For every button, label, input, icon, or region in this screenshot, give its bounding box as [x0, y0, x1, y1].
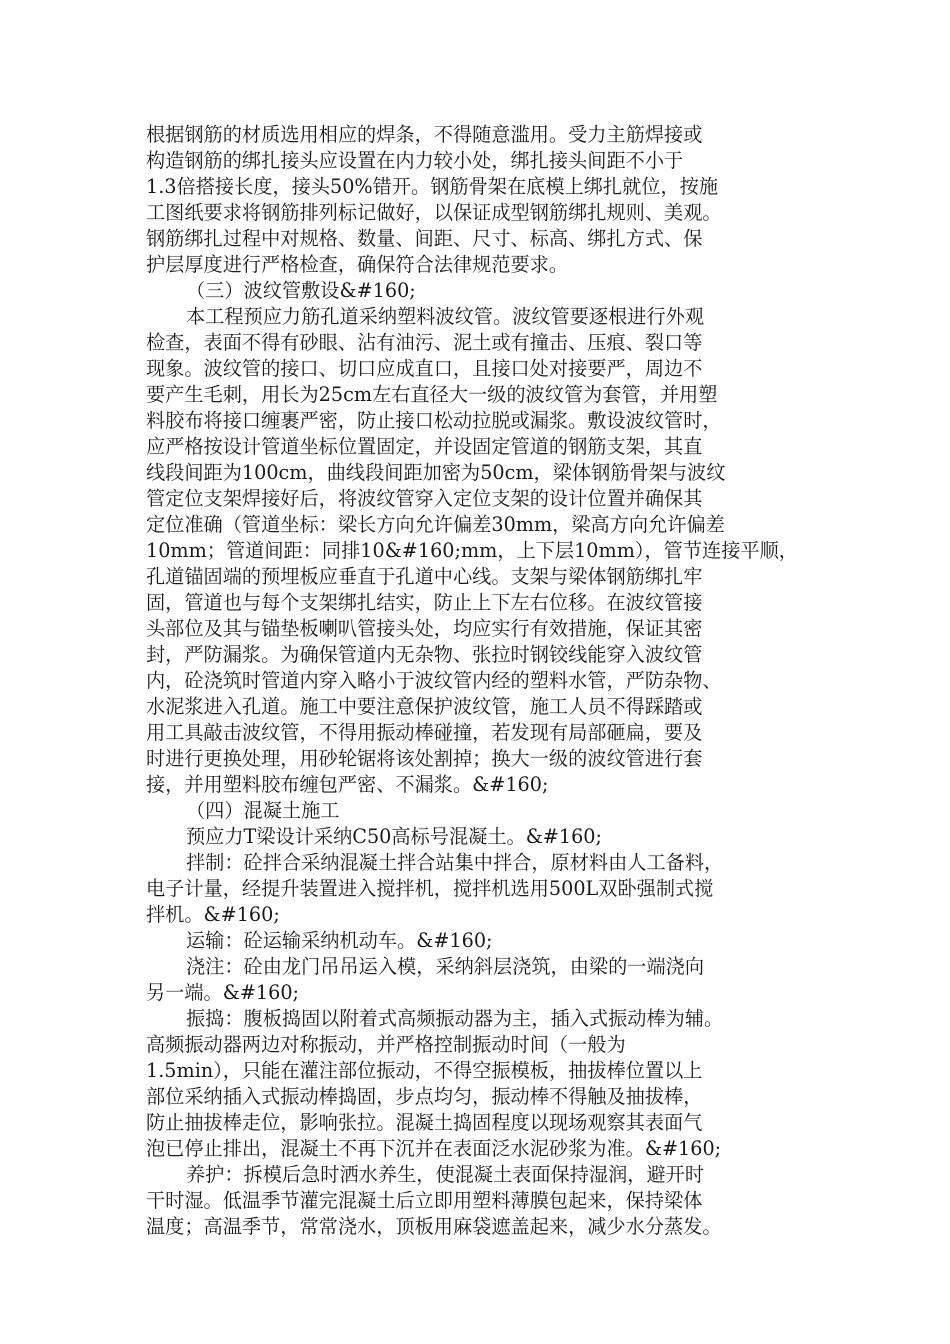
- text-line: 定位准确（管道坐标：梁长方向允许偏差30mm，梁高方向允许偏差: [146, 513, 725, 536]
- text-line: 10mm；管道间距：同排10&#160;mm，上下层10mm），管节连接平顺，: [146, 539, 798, 562]
- text-line: 部位采纳插入式振动棒捣固，步点均匀，振动棒不得触及抽拔棒，: [146, 1085, 703, 1108]
- text-line: 拌机。&#160;: [146, 903, 280, 926]
- text-line: 1.5min），只能在灌注部位振动，不得空振模板，抽拔棒位置以上: [146, 1059, 703, 1082]
- text-line: 孔道锚固端的预埋板应垂直于孔道中心线。支架与梁体钢筋绑扎牢: [146, 565, 703, 588]
- text-line: 预应力T梁设计采纳C50高标号混凝土。&#160;: [186, 825, 602, 848]
- text-line: 根据钢筋的材质选用相应的焊条，不得随意滥用。受力主筋焊接或: [146, 123, 703, 146]
- text-line: 工图纸要求将钢筋排列标记做好，以保证成型钢筋绑扎规则、美观。: [146, 201, 722, 224]
- text-line: 1.3倍搭接长度，接头50%错开。钢筋骨架在底模上绑扎就位，按施: [146, 175, 719, 198]
- text-line: 用工具敲击波纹管，不得用振动棒碰撞，若发现有局部砸扁，要及: [146, 721, 703, 744]
- text-line: 料胶布将接口缠裹严密，防止接口松动拉脱或漏浆。敷设波纹管时，: [146, 409, 722, 432]
- text-line: 温度；高温季节，常常浇水，顶板用麻袋遮盖起来，减少水分蒸发。: [146, 1215, 722, 1238]
- text-line: 另一端。&#160;: [146, 981, 299, 1004]
- text-line: 振捣：腹板捣固以附着式高频振动器为主，插入式振动棒为辅。: [186, 1007, 724, 1030]
- text-line: 检查，表面不得有砂眼、沾有油污、泥土或有撞击、压痕、裂口等: [146, 331, 703, 354]
- text-line: 应严格按设计管道坐标位置固定，并设固定管道的钢筋支架，其直: [146, 435, 703, 458]
- text-line: 接，并用塑料胶布缠包严密、不漏浆。&#160;: [146, 773, 549, 796]
- text-line: 线段间距为100cm，曲线段间距加密为50cm，梁体钢筋骨架与波纹: [146, 461, 726, 484]
- text-line: （四）混凝土施工: [186, 799, 340, 822]
- text-line: 干时湿。低温季节灌完混凝土后立即用塑料薄膜包起来，保持梁体: [146, 1189, 703, 1212]
- text-line: 泡已停止排出，混凝土不再下沉并在表面泛水泥砂浆为准。&#160;: [146, 1137, 722, 1160]
- text-line: 电子计量，经提升装置进入搅拌机，搅拌机选用500L双卧强制式搅: [146, 877, 714, 900]
- text-line: 封，严防漏浆。为确保管道内无杂物、张拉时钢铰线能穿入波纹管: [146, 643, 703, 666]
- text-line: 护层厚度进行严格检查，确保符合法律规范要求。: [146, 253, 569, 276]
- text-line: 浇注：砼由龙门吊吊运入模，采纳斜层浇筑，由梁的一端浇向: [186, 955, 705, 978]
- text-line: 要产生毛刺，用长为25cm左右直径大一级的波纹管为套管，并用塑: [146, 383, 718, 406]
- text-line: 水泥浆进入孔道。施工中要注意保护波纹管，施工人员不得踩踏或: [146, 695, 703, 718]
- text-line: 拌制：砼拌合采纳混凝土拌合站集中拌合，原材料由人工备料，: [186, 851, 724, 874]
- document-body: [146, 122, 811, 1240]
- text-line: 构造钢筋的绑扎接头应设置在内力较小处，绑扎接头间距不小于: [146, 149, 684, 172]
- text-line: 钢筋绑扎过程中对规格、数量、间距、尺寸、标高、绑扎方式、保: [146, 227, 703, 250]
- text-line: 防止抽拔棒走位，影响张拉。混凝土捣固程度以现场观察其表面气: [146, 1111, 703, 1134]
- text-line: 现象。波纹管的接口、切口应成直口，且接口处对接要严，周边不: [146, 357, 703, 380]
- text-line: 头部位及其与锚垫板喇叭管接头处，均应实行有效措施，保证其密: [146, 617, 703, 640]
- text-line: 管定位支架焊接好后，将波纹管穿入定位支架的设计位置并确保其: [146, 487, 703, 510]
- text-line: 本工程预应力筋孔道采纳塑料波纹管。波纹管要逐根进行外观: [186, 305, 705, 328]
- text-line: 运输：砼运输采纳机动车。&#160;: [186, 929, 493, 952]
- text-line: 时进行更换处理，用砂轮锯将该处割掉；换大一级的波纹管进行套: [146, 747, 703, 770]
- text-line: 固，管道也与每个支架绑扎结实，防止上下左右位移。在波纹管接: [146, 591, 703, 614]
- text-line: 内，砼浇筑时管道内穿入略小于波纹管内经的塑料水管，严防杂物、: [146, 669, 722, 692]
- text-line: （三）波纹管敷设&#160;: [186, 279, 416, 302]
- text-line: 养护：拆模后急时洒水养生，使混凝土表面保持湿润，避开时: [186, 1163, 705, 1186]
- text-line: 高频振动器两边对称振动，并严格控制振动时间（一般为: [146, 1033, 626, 1056]
